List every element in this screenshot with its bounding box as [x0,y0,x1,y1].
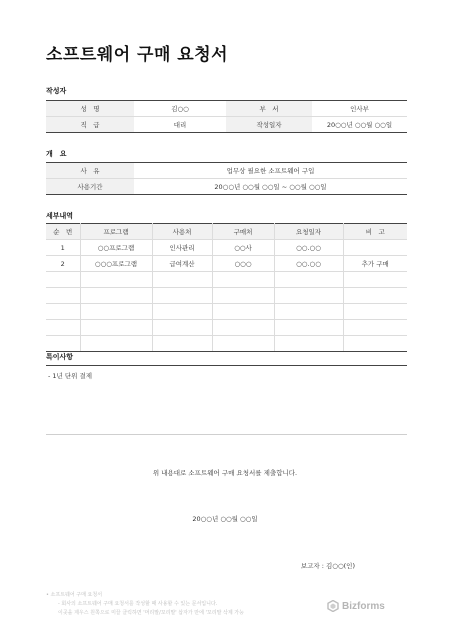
table-row [46,240,407,256]
col-header-no: 순 번 [46,224,80,240]
period-value: 20○○년 ○○월 ○○일 ~ ○○월 ○○일 [134,179,407,195]
cell-remarks [343,240,407,256]
cell-usage: 급여계산 [152,256,212,272]
overview-table [46,162,407,195]
reason-value: 업무상 필요한 소프트웨어 구입 [134,163,407,179]
cell-usage [152,304,212,320]
cell-request-date [274,336,343,352]
dept-value: 인사부 [312,101,407,117]
cell-request-date [274,288,343,304]
cell-program: ○○프로그램 [80,240,152,256]
special-notes-box [46,365,407,435]
cell-no [46,288,80,304]
footer-line-3: 이곳을 제우스 원쪽으로 미끌 클릭하면 '머리말/꼬리말' 삽자가 만에 '꼬리말 삭제 가능 [58,610,244,616]
cell-no: 2 [46,256,80,272]
submission-statement: 위 내용대로 소프트웨어 구매 요청서를 제출합니다. [152,469,298,477]
cell-no [46,320,80,336]
details-section-label: 세부내역 [46,212,74,220]
table-row [46,304,407,320]
cell-usage [152,336,212,352]
footer-line-2: - 회사의 소프트웨어 구매 요청서를 작성할 때 사용할 수 있는 문서입니다. [58,601,218,607]
footer-notes [46,591,244,618]
cell-program [80,320,152,336]
bizforms-logo-text: Bizforms [342,600,385,612]
name-label: 성 명 [46,101,134,117]
cell-remarks [343,288,407,304]
cell-program: ○○○프로그램 [80,256,152,272]
cell-program [80,336,152,352]
cell-no [46,336,80,352]
rank-value: 대리 [134,117,226,133]
col-header-remarks: 비 고 [343,224,407,240]
cell-vendor [212,272,274,288]
author-row [46,101,407,117]
cell-vendor [212,320,274,336]
overview-row [46,179,407,195]
cell-remarks [343,304,407,320]
period-label: 사용기간 [46,179,134,195]
bizforms-logo-icon [327,600,339,612]
col-header-program: 프로그램 [80,224,152,240]
cell-request-date [274,304,343,320]
written-date-value: 20○○년 ○○월 ○○일 [312,117,407,133]
table-row [46,288,407,304]
reason-label: 사 유 [46,163,134,179]
cell-program [80,304,152,320]
cell-remarks [343,272,407,288]
document-title: 소프트웨어 구매 요청서 [46,45,229,65]
overview-row [46,163,407,179]
special-section-label: 특이사항 [46,353,74,361]
author-section-label: 작성자 [46,87,67,95]
cell-usage: 인사관리 [152,240,212,256]
cell-remarks [343,320,407,336]
table-row [46,336,407,352]
author-row [46,117,407,133]
overview-section-label: 개 요 [46,150,67,158]
cell-request-date: ○○.○○ [274,256,343,272]
footer-line-1: • 소프트웨어 구매 요청서 [46,592,103,598]
reporter-signature: 보고자 : 김○○(인) [300,562,355,570]
cell-request-date [274,272,343,288]
cell-usage [152,320,212,336]
dept-label: 부 서 [226,101,312,117]
rank-label: 직 급 [46,117,134,133]
cell-usage [152,288,212,304]
cell-vendor [212,336,274,352]
table-row [46,272,407,288]
cell-vendor: ○○○ [212,256,274,272]
details-table [46,223,407,352]
col-header-usage: 사용처 [152,224,212,240]
cell-vendor [212,304,274,320]
special-notes-text: - 1년 단위 결제 [48,372,93,380]
cell-program [80,288,152,304]
cell-vendor: ○○사 [212,240,274,256]
cell-no: 1 [46,240,80,256]
cell-no [46,272,80,288]
cell-request-date [274,320,343,336]
col-header-request-date: 요청일자 [274,224,343,240]
cell-remarks [343,336,407,352]
cell-no [46,304,80,320]
cell-request-date: ○○.○○ [274,240,343,256]
submission-date: 20○○년 ○○월 ○○일 [192,515,258,523]
table-row [46,256,407,272]
cell-program [80,272,152,288]
col-header-vendor: 구매처 [212,224,274,240]
cell-usage [152,272,212,288]
bizforms-logo [327,600,385,612]
author-table [46,100,407,133]
cell-remarks: 추가 구매 [343,256,407,272]
name-value: 김○○ [134,101,226,117]
written-date-label: 작성일자 [226,117,312,133]
cell-vendor [212,288,274,304]
details-header-row [46,224,407,240]
table-row [46,320,407,336]
